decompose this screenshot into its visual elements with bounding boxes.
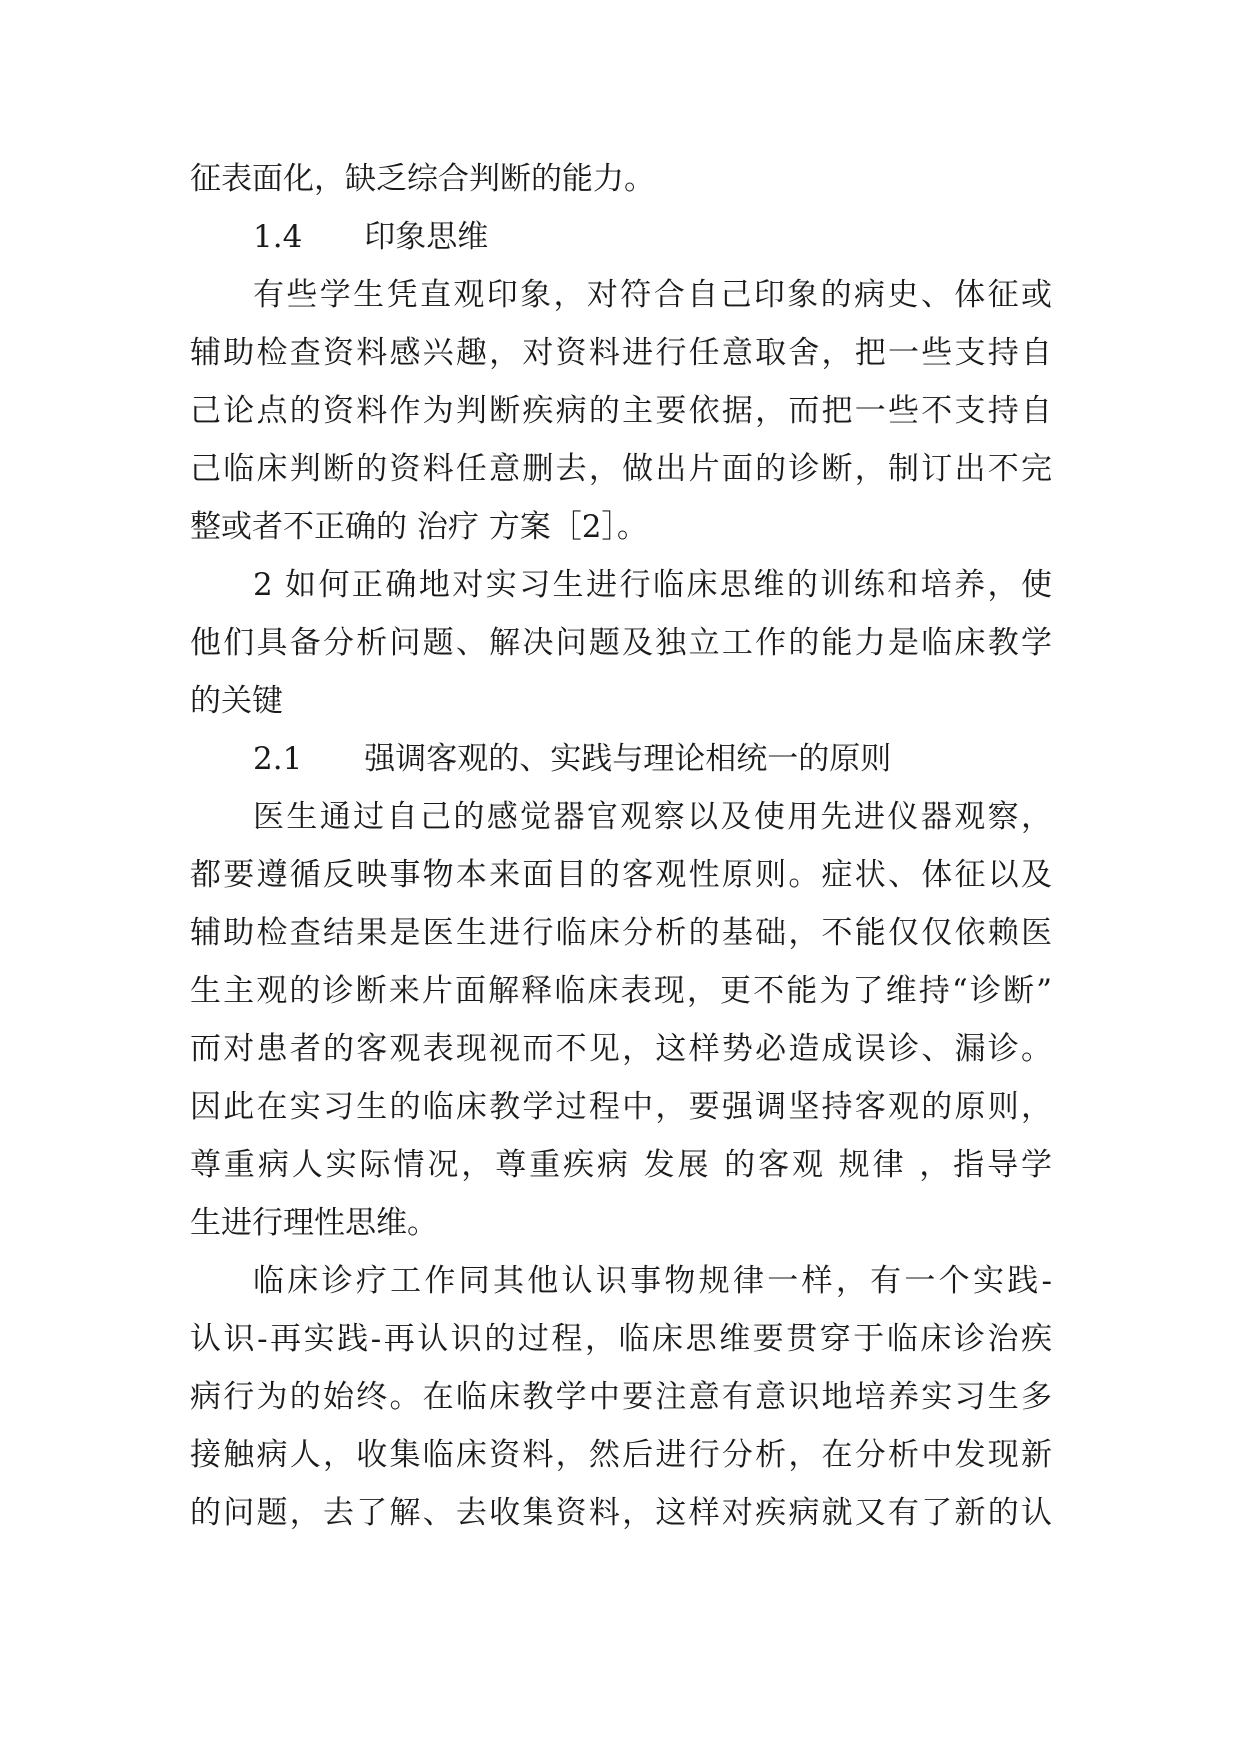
text-line: 他们具备分析问题、解决问题及独立工作的能力是临床教学 <box>190 625 1052 661</box>
section-heading-1-4: 1.4 印象思维 <box>253 219 489 255</box>
text-line: 整或者不正确的 治疗 方案［2］。 <box>190 509 648 545</box>
document-page <box>190 150 1052 1542</box>
text-line: 己临床判断的资料任意删去，做出片面的诊断，制订出不完 <box>190 451 1052 487</box>
text-line: 认识-再实践-再认识的过程，临床思维要贯穿于临床诊治疾 <box>190 1321 1052 1357</box>
text-line: 辅助检查资料感兴趣，对资料进行任意取舍，把一些支持自 <box>190 335 1052 371</box>
section-heading-2: 2 如何正确地对实习生进行临床思维的训练和培养，使 <box>253 567 1052 603</box>
text-line: 尊重病人实际情况，尊重疾病 发展 的客观 规律 ，指导学 <box>190 1147 1052 1183</box>
text-line: 病行为的始终。在临床教学中要注意有意识地培养实习生多 <box>190 1379 1052 1415</box>
text-line: 有些学生凭直观印象，对符合自己印象的病史、体征或 <box>253 277 1052 313</box>
text-line: 己论点的资料作为判断疾病的主要依据，而把一些不支持自 <box>190 393 1052 429</box>
section-heading-2-1: 2.1 强调客观的、实践与理论相统一的原则 <box>253 741 892 777</box>
text-line: 临床诊疗工作同其他认识事物规律一样，有一个实践- <box>253 1263 1052 1299</box>
text-line: 征表面化，缺乏综合判断的能力。 <box>190 161 655 197</box>
text-line: 接触病人，收集临床资料，然后进行分析，在分析中发现新 <box>190 1437 1052 1473</box>
text-line: 的问题，去了解、去收集资料，这样对疾病就又有了新的认 <box>190 1495 1052 1531</box>
text-line: 医生通过自己的感觉器官观察以及使用先进仪器观察， <box>253 799 1052 835</box>
text-line: 都要遵循反映事物本来面目的客观性原则。症状、体征以及 <box>190 857 1052 893</box>
text-line: 生进行理性思维。 <box>190 1205 438 1241</box>
text-line: 生主观的诊断来片面解释临床表现，更不能为了维持“诊断” <box>190 973 1052 1009</box>
text-line: 而对患者的客观表现视而不见，这样势必造成误诊、漏诊。 <box>190 1031 1052 1067</box>
text-line: 辅助检查结果是医生进行临床分析的基础，不能仅仅依赖医 <box>190 915 1052 951</box>
text-line: 因此在实习生的临床教学过程中，要强调坚持客观的原则， <box>190 1089 1052 1125</box>
text-line: 的关键 <box>190 683 283 719</box>
